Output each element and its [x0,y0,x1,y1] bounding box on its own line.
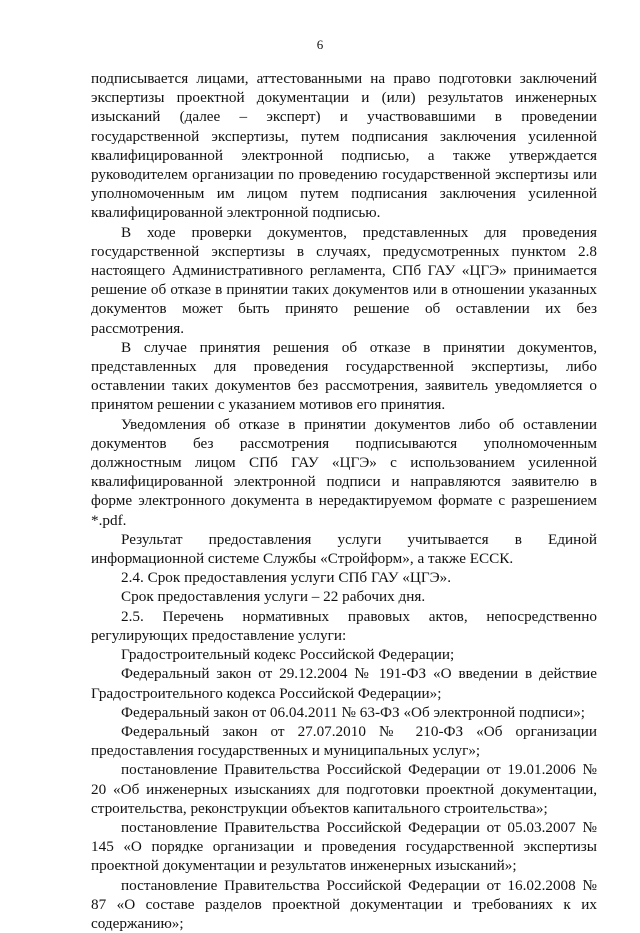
section-heading: 2.5. Перечень нормативных правовых актов, непосредственно регулирующих предоставление услуги: [91,607,597,644]
list-item: Федеральный закон от 29.12.2004 № 191-ФЗ «О введении в действие Градостроительного кодекса Российской Федерации»; [91,665,597,702]
paragraph: Уведомления об отказе в принятии документов либо об оставлении документов без рассмотрения подписываются уполномоченным должностным лицом СПб ГАУ «ЦГЭ» с использованием усиленной квалифицированной электронной подписи и направляются заявителю в форме электронного документа в нередактируемом формате с разрешением *.pdf. [91,415,597,529]
document-body [91,69,597,933]
paragraph: Срок предоставления услуги – 22 рабочих дня. [121,588,426,606]
paragraph: подписывается лицами, аттестованными на право подготовки заключений экспертизы проектной документации и (или) результатов инженерных изысканий (далее – эксперт) и участвовавшими в проведении государственной экспертизы, путем подписания заключения усиленной квалифицированной электронной подписью, а также утверждается руководителем организации по проведению государственной экспертизы или уполномоченным им лицом путем подписания заключения усиленной квалифицированной электронной подписью. [91,70,597,222]
list-item: постановление Правительства Российской Федерации от 19.01.2006 № 20 «Об инженерных изысканиях для подготовки проектной документации, строительства, реконструкции объектов капитального строительства»; [91,761,597,817]
list-item: постановление Правительства Российской Федерации от 16.02.2008 № 87 «О составе разделов проектной документации и требованиях к их содержанию»; [91,876,597,932]
list-item: постановление Правительства Российской Федерации от 05.03.2007 № 145 «О порядке организации и проведения государственной экспертизы проектной документации и результатов инженерных изысканий»; [91,818,597,875]
list-item: Федеральный закон от 06.04.2011 № 63-ФЗ «Об электронной подписи»; [121,703,586,721]
paragraph: Результат предоставления услуги учитывается в Единой информационной системе Службы «Стройформ», а также ЕССК. [91,530,597,568]
list-item: Градостроительный кодекс Российской Федерации; [121,646,455,664]
page-number: 6 [316,37,324,52]
list-item: Федеральный закон от 27.07.2010 № 210-ФЗ «Об организации предоставления государственных и муниципальных услуг»; [91,722,597,760]
paragraph: В ходе проверки документов, представленных для проведения государственной экспертизы в случаях, предусмотренных пунктом 2.8 настоящего Административного регламента, СПб ГАУ «ЦГЭ» принимается решение об отказе в принятии таких документов или в отношении указанных документов может быть принято решение об оставлении их без рассмотрения. [91,223,597,337]
paragraph: В случае принятия решения об отказе в принятии документов, представленных для проведения государственной экспертизы, либо оставлении таких документов без рассмотрения, заявитель уведомляется о принятом решении с указанием мотивов его принятия. [91,338,597,414]
section-heading: 2.4. Срок предоставления услуги СПб ГАУ «ЦГЭ». [121,569,452,587]
